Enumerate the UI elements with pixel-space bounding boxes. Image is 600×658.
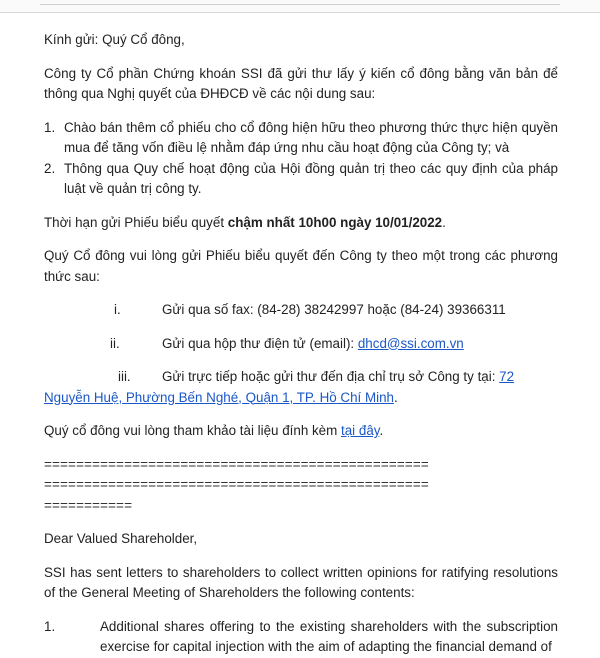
vi-item-2 xyxy=(44,159,558,200)
vi-method-iii-number: iii. xyxy=(118,369,131,384)
top-bar xyxy=(0,0,600,13)
vi-method-iii xyxy=(44,367,558,408)
en-item-1-number: 1. xyxy=(44,618,56,634)
vi-item-1-text: Chào bán thêm cổ phiếu cho cổ đông hiện hữu theo phương thức thực hiện quyền mua để tăng vốn điều lệ nhằm đáp ứng nhu cầu hoạt động của Công ty; và xyxy=(64,119,558,155)
vi-method-ii-text: Gửi qua hộp thư điện tử (email): xyxy=(162,335,358,351)
separator-line-1: ================================================ xyxy=(44,456,429,472)
top-bar-line xyxy=(40,0,560,5)
en-intro: SSI has sent letters to shareholders to collect written opinions for ratifying resolutions of the General Meeting of Shareholders the following contents: xyxy=(44,564,558,600)
vi-method-i-number: i. xyxy=(114,302,121,317)
en-item-1-text: Additional shares offering to the existing shareholders with the subscription exercise for capital injection with the aim of adapting the financial demand of xyxy=(100,618,558,654)
vi-method-ii-number: ii. xyxy=(110,335,120,351)
en-greeting: Dear Valued Shareholder, xyxy=(44,531,198,546)
vi-docs-suffix: . xyxy=(379,423,384,438)
vi-method-iii-text: Gửi trực tiếp hoặc gửi thư đến địa chỉ trụ sở Công ty tại: xyxy=(162,369,500,384)
vi-method-i-text: Gửi qua số fax: (84-28) 38242997 hoặc (84-24) 39366311 xyxy=(162,302,506,317)
vi-docs-prefix: Quý cổ đông vui lòng tham khảo tài liệu đính kèm xyxy=(44,423,342,438)
vi-method-ii xyxy=(44,334,558,355)
vi-methods-intro: Quý Cổ đông vui lòng gửi Phiếu biểu quyết đến Công ty theo một trong các phương thức sau: xyxy=(44,248,558,284)
vi-method-i xyxy=(44,300,558,321)
email-link[interactable]: dhcd@ssi.com.vn xyxy=(357,335,464,351)
vi-greeting: Kính gửi: Quý Cổ đông, xyxy=(44,32,185,47)
documents-link[interactable]: tại đây xyxy=(341,423,380,438)
separator-line-2: ================================================ xyxy=(44,477,429,492)
en-item-1 xyxy=(44,617,558,658)
vi-method-iii-end: . xyxy=(394,389,398,405)
vi-intro: Công ty Cổ phần Chứng khoán SSI đã gửi thư lấy ý kiến cổ đông bằng văn bản để thông qua Nghị quyết của ĐHĐCĐ về các nội dung sau: xyxy=(44,65,558,101)
vi-item-2-number: 2. xyxy=(44,160,56,176)
vi-docs xyxy=(44,421,558,442)
separator-line-3: =========== xyxy=(44,497,133,513)
vi-deadline-date: chậm nhất 10h00 ngày 10/01/2022 xyxy=(227,214,443,230)
vi-deadline-prefix: Thời hạn gửi Phiếu biểu quyết xyxy=(44,214,228,230)
vi-item-1 xyxy=(44,118,558,159)
vi-item-1-number: 1. xyxy=(44,119,56,135)
address-link[interactable]: Nguyễn Huệ, Phường Bến Nghé, Quận 1, TP. Hồ Chí Minh xyxy=(44,389,394,405)
address-link-number[interactable]: 72 xyxy=(499,369,515,384)
vi-deadline xyxy=(44,213,558,234)
vi-item-2-text: Thông qua Quy chế hoạt động của Hội đồng quản trị theo các quy định của pháp luật về quản trị công ty. xyxy=(64,160,558,196)
vi-deadline-suffix: . xyxy=(442,214,446,230)
email-body xyxy=(44,30,558,658)
